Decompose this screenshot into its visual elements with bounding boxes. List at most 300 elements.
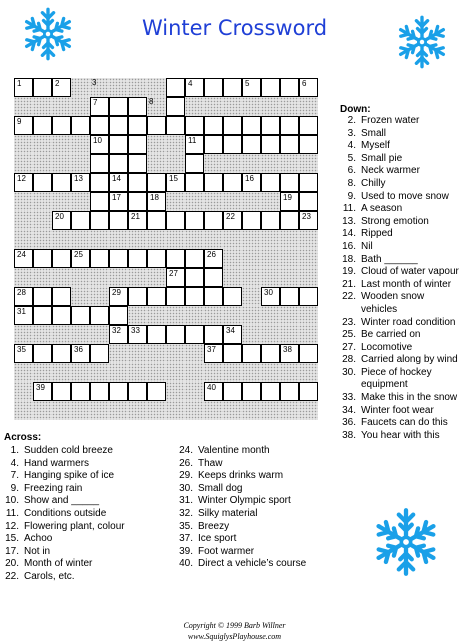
grid-cell[interactable] <box>242 135 261 154</box>
grid-cell-blocked <box>299 230 318 249</box>
grid-cell-blocked <box>147 78 166 97</box>
grid-cell[interactable] <box>14 249 33 268</box>
grid-cell[interactable] <box>166 173 185 192</box>
clue-number: 1 <box>17 79 22 88</box>
clue-item-text: Carols, etc. <box>24 570 75 582</box>
grid-cell[interactable] <box>261 382 280 401</box>
grid-cell[interactable] <box>52 211 71 230</box>
grid-cell[interactable] <box>109 382 128 401</box>
grid-cell[interactable] <box>166 287 185 306</box>
grid-cell[interactable] <box>280 116 299 135</box>
grid-cell[interactable] <box>280 192 299 211</box>
grid-cell-blocked <box>128 344 147 363</box>
grid-cell[interactable] <box>299 192 318 211</box>
grid-cell[interactable] <box>204 325 223 344</box>
grid-cell[interactable] <box>299 116 318 135</box>
grid-cell-blocked <box>90 78 109 97</box>
grid-cell[interactable] <box>52 78 71 97</box>
grid-cell[interactable] <box>166 211 185 230</box>
clue-item-number: 4. <box>347 140 356 152</box>
grid-cell-blocked <box>71 78 90 97</box>
grid-cell[interactable] <box>280 382 299 401</box>
grid-cell-blocked <box>242 268 261 287</box>
clue-item-number: 26. <box>179 457 193 469</box>
clue-item <box>340 430 459 443</box>
grid-cell[interactable] <box>280 344 299 363</box>
grid-cell[interactable] <box>109 325 128 344</box>
grid-cell-blocked <box>280 401 299 420</box>
grid-cell-blocked <box>33 97 52 116</box>
grid-cell[interactable] <box>299 211 318 230</box>
clue-item <box>4 495 125 508</box>
grid-cell[interactable] <box>128 97 147 116</box>
clue-item-number: 4. <box>10 457 19 469</box>
grid-cell[interactable] <box>204 173 223 192</box>
clue-item-number: 23. <box>342 316 356 328</box>
grid-cell-blocked <box>299 97 318 116</box>
grid-cell[interactable] <box>223 135 242 154</box>
grid-cell-blocked <box>52 154 71 173</box>
grid-cell[interactable] <box>71 306 90 325</box>
grid-cell-blocked <box>166 382 185 401</box>
grid-cell[interactable] <box>71 382 90 401</box>
grid-cell[interactable] <box>185 78 204 97</box>
grid-cell-blocked <box>261 401 280 420</box>
grid-cell[interactable] <box>90 249 109 268</box>
grid-cell[interactable] <box>204 78 223 97</box>
grid-cell[interactable] <box>33 116 52 135</box>
grid-cell[interactable] <box>128 173 147 192</box>
clue-item-number: 21. <box>342 278 356 290</box>
grid-cell-blocked <box>204 97 223 116</box>
grid-cell[interactable] <box>52 116 71 135</box>
grid-cell[interactable] <box>71 249 90 268</box>
grid-cell-blocked <box>14 135 33 154</box>
grid-cell[interactable] <box>147 173 166 192</box>
grid-cell[interactable] <box>280 287 299 306</box>
grid-cell-blocked <box>109 363 128 382</box>
grid-cell-blocked <box>147 97 166 116</box>
grid-cell-blocked <box>52 192 71 211</box>
grid-cell-blocked <box>223 97 242 116</box>
grid-cell[interactable] <box>33 173 52 192</box>
grid-cell[interactable] <box>128 287 147 306</box>
grid-cell[interactable] <box>128 325 147 344</box>
clue-item <box>178 546 306 559</box>
grid-cell[interactable] <box>204 268 223 287</box>
grid-cell[interactable] <box>90 306 109 325</box>
grid-cell-blocked <box>33 363 52 382</box>
grid-cell[interactable] <box>242 78 261 97</box>
clue-item-text: Cloud of water vapour <box>361 266 459 278</box>
clue-item-text: Bath ______ <box>361 253 418 265</box>
grid-cell[interactable] <box>147 116 166 135</box>
grid-cell[interactable] <box>185 287 204 306</box>
grid-cell[interactable] <box>90 211 109 230</box>
clue-number: 27 <box>169 269 178 278</box>
grid-cell-blocked <box>185 192 204 211</box>
grid-cell[interactable] <box>223 78 242 97</box>
clue-item-text: You hear with this <box>361 429 440 441</box>
clue-item <box>340 367 459 380</box>
grid-cell[interactable] <box>280 78 299 97</box>
clue-item <box>4 546 125 559</box>
grid-cell[interactable] <box>280 173 299 192</box>
clue-item-number: 38. <box>342 429 356 441</box>
clue-item <box>178 445 306 458</box>
grid-cell[interactable] <box>109 135 128 154</box>
grid-cell-blocked <box>261 268 280 287</box>
grid-cell[interactable] <box>147 287 166 306</box>
grid-cell-blocked <box>128 306 147 325</box>
clue-item-number: 40. <box>179 558 193 570</box>
grid-cell-blocked <box>90 287 109 306</box>
clue-item-text: Not in <box>24 545 51 557</box>
grid-cell[interactable] <box>33 78 52 97</box>
grid-cell-blocked <box>147 268 166 287</box>
grid-cell[interactable] <box>166 249 185 268</box>
grid-cell[interactable] <box>147 325 166 344</box>
grid-cell-blocked <box>299 363 318 382</box>
grid-cell[interactable] <box>128 192 147 211</box>
grid-cell[interactable] <box>223 173 242 192</box>
grid-cell-blocked <box>299 268 318 287</box>
grid-cell[interactable] <box>147 192 166 211</box>
grid-cell[interactable] <box>71 116 90 135</box>
grid-cell[interactable] <box>109 154 128 173</box>
grid-cell[interactable] <box>185 268 204 287</box>
grid-cell-blocked <box>14 97 33 116</box>
grid-cell[interactable] <box>185 154 204 173</box>
clue-item-text: Hanging spike of ice <box>24 470 115 482</box>
grid-cell[interactable] <box>109 173 128 192</box>
grid-cell[interactable] <box>128 135 147 154</box>
clue-number: 11 <box>188 136 197 145</box>
clue-item-text: Sudden cold breeze <box>24 445 113 456</box>
grid-cell[interactable] <box>90 173 109 192</box>
grid-cell[interactable] <box>204 249 223 268</box>
crossword-grid <box>14 78 318 420</box>
grid-cell[interactable] <box>185 325 204 344</box>
grid-cell-blocked <box>204 192 223 211</box>
grid-cell[interactable] <box>280 135 299 154</box>
clue-item <box>340 266 459 279</box>
clue-item-text: Foot warmer <box>198 545 255 557</box>
grid-cell-blocked <box>280 363 299 382</box>
clue-item-number: 14. <box>342 228 356 240</box>
grid-cell[interactable] <box>261 116 280 135</box>
grid-cell[interactable] <box>242 116 261 135</box>
grid-cell-blocked <box>242 249 261 268</box>
grid-cell[interactable] <box>14 116 33 135</box>
grid-cell[interactable] <box>204 211 223 230</box>
grid-cell[interactable] <box>33 382 52 401</box>
grid-cell[interactable] <box>185 135 204 154</box>
grid-cell[interactable] <box>299 344 318 363</box>
grid-cell[interactable] <box>52 287 71 306</box>
grid-cell-blocked <box>147 230 166 249</box>
grid-cell[interactable] <box>71 173 90 192</box>
grid-cell-blocked <box>71 230 90 249</box>
clue-number: 3 <box>92 78 97 87</box>
grid-cell-blocked <box>299 325 318 344</box>
clue-item <box>178 470 306 483</box>
grid-cell[interactable] <box>242 211 261 230</box>
grid-cell-blocked <box>109 78 128 97</box>
grid-cell-blocked <box>147 401 166 420</box>
grid-cell-blocked <box>185 97 204 116</box>
grid-cell[interactable] <box>14 344 33 363</box>
site-url: www.SquiglysPlayhouse.com <box>187 632 282 641</box>
clue-item <box>178 533 306 546</box>
grid-cell[interactable] <box>109 192 128 211</box>
clue-number: 26 <box>207 250 216 259</box>
clue-item <box>4 558 125 571</box>
clue-item-text: Small <box>361 127 387 139</box>
clue-item-text: Used to move snow <box>361 190 449 202</box>
grid-cell-blocked <box>109 401 128 420</box>
grid-cell-blocked <box>109 344 128 363</box>
grid-cell-blocked <box>166 230 185 249</box>
clue-item-text: Breezy <box>198 520 230 532</box>
grid-cell[interactable] <box>185 249 204 268</box>
grid-cell[interactable] <box>261 78 280 97</box>
clue-item <box>340 354 459 367</box>
grid-cell[interactable] <box>299 173 318 192</box>
clue-item-number: 34. <box>342 404 356 416</box>
clue-item <box>340 191 459 204</box>
grid-cell[interactable] <box>109 287 128 306</box>
grid-cell-blocked <box>242 401 261 420</box>
grid-cell[interactable] <box>299 382 318 401</box>
clue-number: 18 <box>150 193 159 202</box>
grid-cell[interactable] <box>90 97 109 116</box>
grid-cell[interactable] <box>223 344 242 363</box>
across-clues-col2 <box>178 445 306 571</box>
clue-item-number: 2. <box>347 115 356 126</box>
grid-cell-blocked <box>261 230 280 249</box>
grid-cell[interactable] <box>166 97 185 116</box>
grid-cell[interactable] <box>261 135 280 154</box>
clue-item-text: Month of winter <box>24 558 93 570</box>
grid-cell-blocked <box>71 97 90 116</box>
clue-number: 6 <box>302 79 307 88</box>
page-title: Winter Crossword <box>141 16 328 40</box>
grid-cell[interactable] <box>52 306 71 325</box>
grid-cell[interactable] <box>204 287 223 306</box>
clue-number: 16 <box>245 174 254 183</box>
grid-cell[interactable] <box>109 306 128 325</box>
grid-cell[interactable] <box>52 249 71 268</box>
grid-cell-blocked <box>204 230 223 249</box>
clue-item-number: 11. <box>342 203 356 215</box>
clue-item-number: 24. <box>179 445 193 456</box>
clue-item <box>340 178 459 191</box>
grid-cell-blocked <box>185 344 204 363</box>
grid-cell[interactable] <box>52 173 71 192</box>
grid-cell[interactable] <box>299 135 318 154</box>
clue-item-text: Make this in the snow <box>361 392 458 404</box>
grid-cell[interactable] <box>185 116 204 135</box>
clue-item <box>340 379 459 392</box>
clue-item-number: 12. <box>5 520 19 532</box>
grid-cell-blocked <box>223 230 242 249</box>
grid-cell[interactable] <box>109 211 128 230</box>
grid-cell[interactable] <box>223 116 242 135</box>
grid-cell-blocked <box>299 154 318 173</box>
grid-cell-blocked <box>90 268 109 287</box>
grid-cell-blocked <box>242 154 261 173</box>
grid-cell[interactable] <box>90 116 109 135</box>
grid-cell[interactable] <box>147 382 166 401</box>
grid-cell[interactable] <box>90 344 109 363</box>
grid-cell[interactable] <box>128 116 147 135</box>
grid-cell-blocked <box>147 363 166 382</box>
clue-item <box>4 445 125 458</box>
clue-item <box>340 392 459 405</box>
grid-cell[interactable] <box>128 154 147 173</box>
grid-cell[interactable] <box>109 116 128 135</box>
grid-cell-blocked <box>261 97 280 116</box>
grid-cell[interactable] <box>33 287 52 306</box>
grid-cell-blocked <box>185 363 204 382</box>
grid-cell[interactable] <box>166 116 185 135</box>
grid-cell[interactable] <box>147 249 166 268</box>
grid-cell-blocked <box>33 135 52 154</box>
clue-item <box>178 483 306 496</box>
grid-cell[interactable] <box>33 344 52 363</box>
clue-item-number: 25. <box>342 329 356 341</box>
grid-cell[interactable] <box>166 325 185 344</box>
grid-cell[interactable] <box>280 211 299 230</box>
clue-number: 9 <box>17 117 22 126</box>
clue-item-text: Strong emotion <box>361 215 429 227</box>
clue-item <box>4 508 125 521</box>
clue-item-text: Freezing rain <box>24 482 83 494</box>
grid-cell[interactable] <box>14 306 33 325</box>
clue-item-number: 5. <box>347 152 356 164</box>
grid-cell[interactable] <box>14 173 33 192</box>
grid-cell-blocked <box>52 135 71 154</box>
grid-cell-blocked <box>185 306 204 325</box>
grid-cell[interactable] <box>109 249 128 268</box>
grid-cell[interactable] <box>204 344 223 363</box>
clue-item-number: 30. <box>342 366 356 378</box>
grid-cell-blocked <box>185 382 204 401</box>
clue-item-text: Small dog <box>198 482 243 494</box>
grid-cell[interactable] <box>299 78 318 97</box>
clue-number: 28 <box>17 288 26 297</box>
grid-cell[interactable] <box>128 249 147 268</box>
clue-item <box>340 203 459 216</box>
grid-cell[interactable] <box>299 287 318 306</box>
grid-cell[interactable] <box>71 344 90 363</box>
grid-cell[interactable] <box>242 344 261 363</box>
clue-item-text: Winter road condition <box>361 316 456 328</box>
clue-item-number: 16. <box>342 240 356 252</box>
clue-item <box>340 115 459 128</box>
clue-number: 32 <box>112 326 121 335</box>
grid-cell[interactable] <box>166 268 185 287</box>
grid-cell-blocked <box>147 154 166 173</box>
grid-cell-blocked <box>52 230 71 249</box>
grid-cell[interactable] <box>166 78 185 97</box>
grid-cell[interactable] <box>52 382 71 401</box>
grid-cell[interactable] <box>147 211 166 230</box>
across-heading: Across: <box>4 432 42 443</box>
clue-number: 40 <box>207 383 216 392</box>
grid-cell-blocked <box>242 306 261 325</box>
grid-cell[interactable] <box>261 344 280 363</box>
grid-cell[interactable] <box>185 211 204 230</box>
clue-item <box>340 228 459 241</box>
clue-item-number: 30. <box>179 482 193 494</box>
grid-cell[interactable] <box>261 173 280 192</box>
clue-number: 19 <box>283 193 292 202</box>
grid-cell-blocked <box>71 192 90 211</box>
grid-cell[interactable] <box>14 78 33 97</box>
clue-number: 14 <box>112 174 121 183</box>
grid-cell[interactable] <box>204 382 223 401</box>
grid-cell[interactable] <box>14 287 33 306</box>
grid-cell[interactable] <box>261 211 280 230</box>
grid-cell[interactable] <box>223 287 242 306</box>
grid-cell[interactable] <box>223 382 242 401</box>
clue-item-text: Winter foot wear <box>361 404 434 416</box>
clue-item-number: 28. <box>342 354 356 366</box>
clue-number: 12 <box>17 174 26 183</box>
grid-cell-blocked <box>71 268 90 287</box>
clue-item-number: 11. <box>5 507 19 519</box>
clue-item <box>4 521 125 534</box>
grid-cell[interactable] <box>223 325 242 344</box>
grid-cell[interactable] <box>109 97 128 116</box>
grid-cell-blocked <box>242 230 261 249</box>
grid-cell-blocked <box>261 306 280 325</box>
clue-item-number: 10. <box>5 495 19 507</box>
clue-number: 8 <box>149 97 154 106</box>
grid-cell-blocked <box>280 249 299 268</box>
grid-cell[interactable] <box>223 211 242 230</box>
grid-cell[interactable] <box>33 249 52 268</box>
grid-cell[interactable] <box>261 287 280 306</box>
grid-cell-blocked <box>242 192 261 211</box>
grid-cell[interactable] <box>90 382 109 401</box>
grid-cell[interactable] <box>52 344 71 363</box>
grid-cell-blocked <box>128 363 147 382</box>
clue-number: 2 <box>55 79 60 88</box>
grid-cell[interactable] <box>33 306 52 325</box>
grid-cell-blocked <box>204 363 223 382</box>
grid-cell[interactable] <box>185 173 204 192</box>
grid-cell[interactable] <box>128 382 147 401</box>
clue-item-number: 22. <box>5 570 19 582</box>
grid-cell-blocked <box>14 154 33 173</box>
grid-cell[interactable] <box>128 211 147 230</box>
grid-cell[interactable] <box>242 173 261 192</box>
grid-cell[interactable] <box>71 211 90 230</box>
grid-cell-blocked <box>147 344 166 363</box>
clue-item-number: 1. <box>10 445 19 456</box>
grid-cell[interactable] <box>90 135 109 154</box>
grid-cell[interactable] <box>204 116 223 135</box>
clue-item-text: Show and _____ <box>24 495 100 507</box>
grid-cell[interactable] <box>90 192 109 211</box>
grid-cell[interactable] <box>204 135 223 154</box>
grid-cell-blocked <box>166 154 185 173</box>
grid-cell[interactable] <box>242 382 261 401</box>
grid-cell[interactable] <box>90 154 109 173</box>
